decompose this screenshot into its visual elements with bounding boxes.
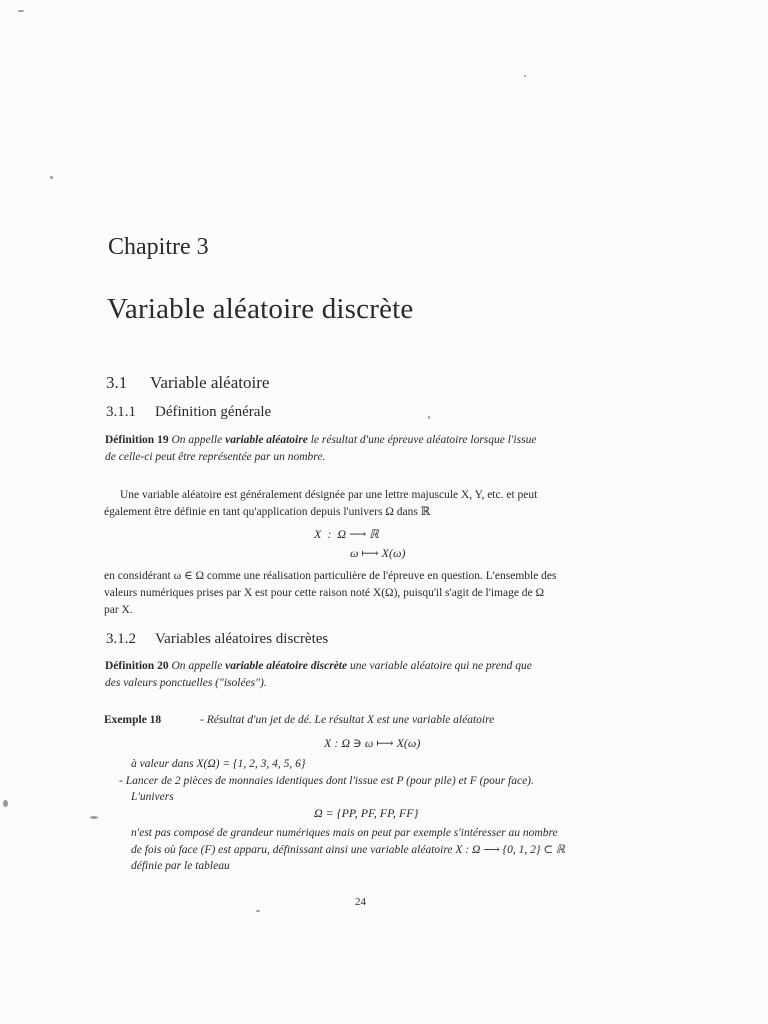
definition-19 <box>105 432 665 466</box>
scan-speck <box>256 910 260 912</box>
scan-speck <box>428 416 430 419</box>
scan-speck <box>524 75 526 77</box>
paragraph <box>104 568 684 619</box>
paragraph-line: par X. <box>104 604 133 616</box>
example-item-line: - Lancer de 2 pièces de monnaies identiques dont l'issue est P (pour pile) et F (pour face). <box>119 775 534 787</box>
subsection-heading-3-1-1 <box>106 404 271 421</box>
definition-pre: On appelle <box>171 434 223 446</box>
example-item-line: - Résultat d'un jet de dé. Le résultat X est une variable aléatoire <box>200 714 495 726</box>
example-math-display: Ω = {PP, PF, FP, FF} <box>314 806 419 820</box>
example-item-line: à valeur dans X(Ω) = {1, 2, 3, 4, 5, 6} <box>131 758 306 770</box>
definition-term: variable aléatoire <box>225 434 308 446</box>
definition-pre: On appelle <box>171 660 223 672</box>
subsection-heading-3-1-2 <box>106 631 328 648</box>
scan-speck <box>50 176 53 179</box>
definition-text: le résultat d'une épreuve aléatoire lorsque l'issue <box>310 434 537 446</box>
section-number: 3.1 <box>106 373 128 392</box>
scan-speck <box>18 10 24 12</box>
definition-label: Définition 20 <box>105 660 169 672</box>
example-label: Exemple 18 <box>104 714 162 726</box>
paragraph-line: en considérant ω ∈ Ω comme une réalisation particulière de l'épreuve en question. L'ensemble des <box>104 570 557 582</box>
scan-speck <box>3 800 8 807</box>
definition-text: une variable aléatoire qui ne prend que <box>349 660 532 672</box>
definition-label: Définition 19 <box>105 434 169 446</box>
paragraph-line: valeurs numériques prises par X est pour cette raison noté X(Ω), puisqu'il s'agit de l'image de Ω <box>104 587 545 599</box>
paragraph <box>104 487 674 521</box>
page-number: 24 <box>355 896 366 908</box>
section-heading-3-1 <box>106 373 269 393</box>
example-item-line: définie par le tableau <box>131 860 230 872</box>
subsection-title: Définition générale <box>155 404 272 420</box>
math-display-line: ω ⟼ X(ω) <box>350 546 406 560</box>
scan-speck <box>90 816 98 819</box>
definition-text: des valeurs ponctuelles ("isolées"). <box>105 677 267 689</box>
chapter-title: Variable aléatoire discrète <box>107 293 414 325</box>
subsection-number: 3.1.1 <box>106 404 136 420</box>
chapter-label: Chapitre 3 <box>108 234 209 260</box>
math-display-line: X : Ω ⟶ ℝ <box>314 527 379 541</box>
definition-20 <box>105 658 665 692</box>
subsection-title: Variables aléatoires discrètes <box>155 631 329 647</box>
paragraph-line: Une variable aléatoire est généralement désignée par une lettre majuscule X, Y, etc. et peut <box>120 489 538 501</box>
definition-term: variable aléatoire discrète <box>225 660 348 672</box>
example-item-line: n'est pas composé de grandeur numériques mais on peut par exemple s'intéresser au nombre <box>131 827 558 839</box>
example-math-display: X : Ω ∋ ω ⟼ X(ω) <box>324 736 421 750</box>
subsection-number: 3.1.2 <box>106 631 136 647</box>
example-item-line: de fois où face (F) est apparu, définissant ainsi une variable aléatoire X : Ω ⟶ {0, 1, 2} ⊂ ℝ <box>131 844 566 856</box>
definition-text: de celle-ci peut être représentée par un nombre. <box>105 451 326 463</box>
example-item-line: L'univers <box>131 791 174 803</box>
section-title: Variable aléatoire <box>150 373 270 392</box>
paragraph-line: également être définie en tant qu'application depuis l'univers Ω dans ℝ <box>104 506 431 518</box>
